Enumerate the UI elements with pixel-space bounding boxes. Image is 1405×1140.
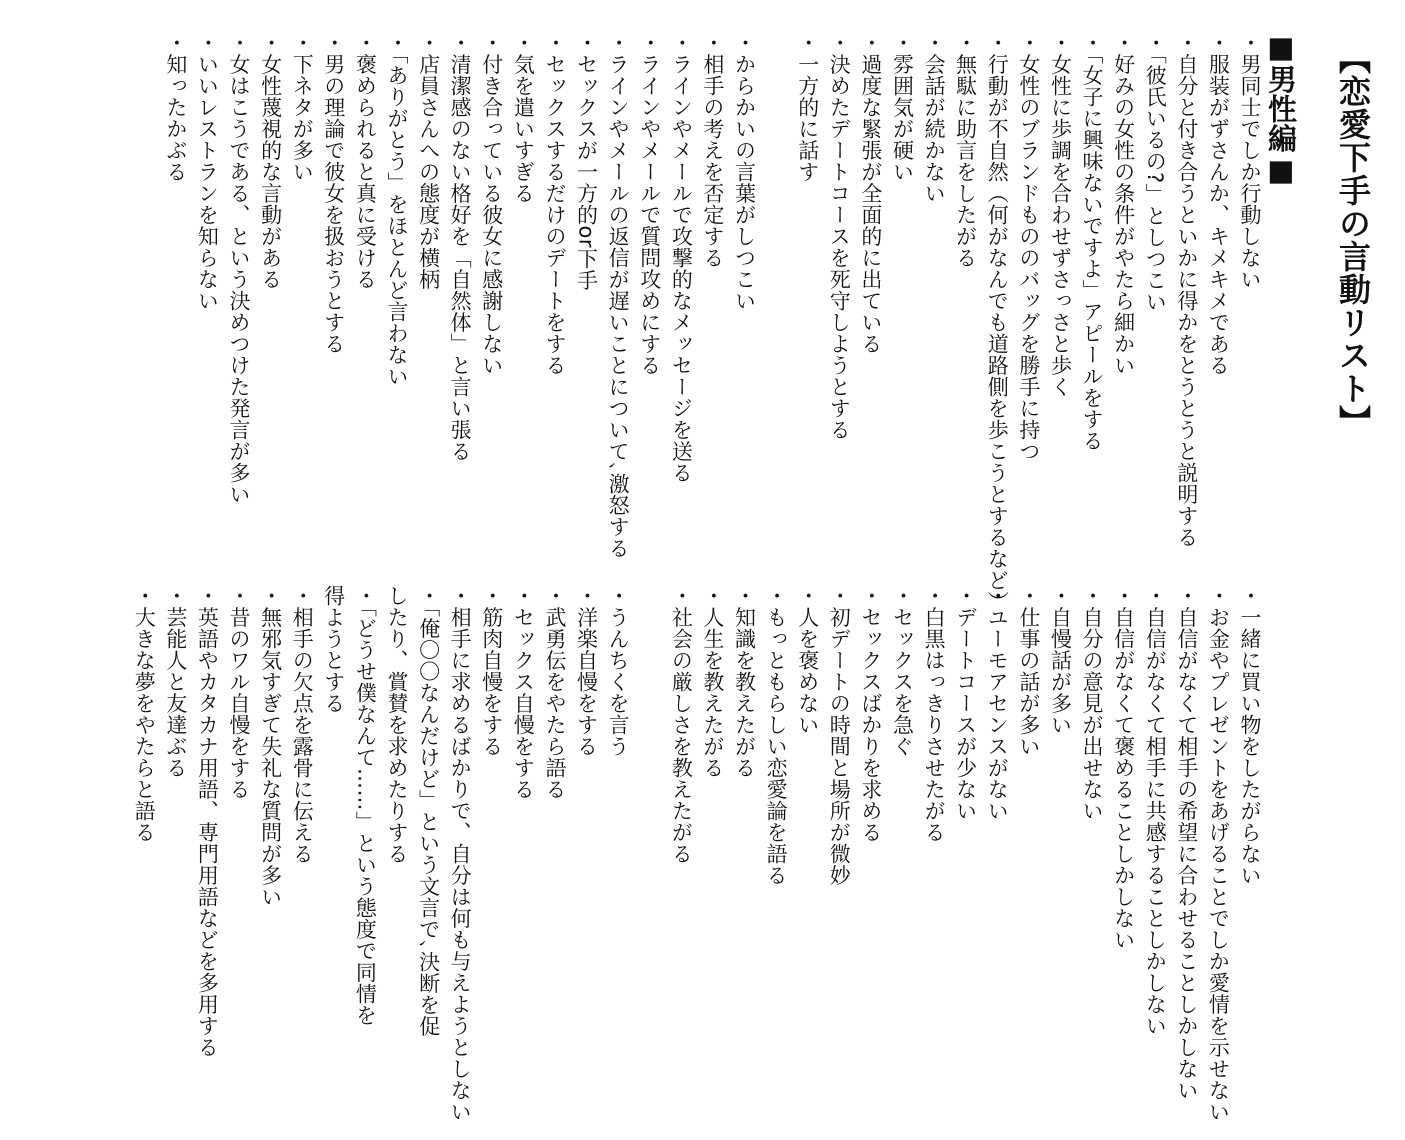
list-item: ・自分の意見が出せない — [1080, 585, 1105, 822]
list-item: ・英語やカタカナ用語、専門用語などを多用する — [195, 585, 220, 1058]
list-item: ・過度な緊張が全面的に出ている — [858, 32, 883, 355]
list-item: ・白黒はっきりさせたがる — [922, 585, 947, 843]
list-item: ・昔のワル自慢をする — [227, 585, 251, 800]
list-item: ・うんちくを言う — [606, 585, 631, 757]
list-item: ・「女子に興味ないですよ」アピールをする — [1080, 32, 1105, 452]
list-item: ・武勇伝をやたら語る — [542, 585, 567, 800]
list-item: ・雰囲気が硬い — [890, 32, 915, 183]
list-item: ・女はこうである、という決めつけた発言が多い — [227, 32, 251, 505]
section-heading: ■男性編■ — [1264, 30, 1298, 188]
list-item: ・からかいの言葉がしつこい — [732, 32, 757, 312]
list-item: ・相手に求めるばかりで、自分は何も与えようとしない — [448, 585, 473, 1123]
list-item: ・いいレストランを知らない — [195, 32, 220, 312]
list-item: ・ユーモアセンスがない — [985, 585, 1010, 822]
list-item: ・女性のブランドもののバッグを勝手に持つ — [1016, 32, 1041, 462]
list-item: ・「ありがとう」をほとんど言わない — [384, 32, 409, 387]
bottom-list — [128, 585, 1265, 1123]
list-item: ・洋楽自慢をする — [574, 585, 599, 757]
list-item: ・下ネタが多い — [290, 32, 315, 183]
top-list — [159, 32, 1265, 613]
list-item: ・ラインやメールで質問攻めにする — [637, 32, 662, 376]
list-item: ・セックスが一方的or下手 — [574, 32, 599, 291]
list-item: ・セックス自慢をする — [511, 585, 536, 800]
list-item: ・女性に歩調を合わせずさっさと歩く — [1048, 32, 1073, 398]
list-item: ・会話が続かない — [922, 32, 947, 204]
list-item: ・ラインやメールで攻撃的なメッセージを送る — [669, 32, 694, 484]
list-item: ・男同士でしか行動しない — [1238, 32, 1262, 290]
list-item: ・社会の厳しさを教えたがる — [669, 585, 694, 865]
list-item: ・付き合っている彼女に感謝しない — [479, 32, 504, 376]
list-item: ・ラインやメールの返信が遅いことについて､激怒する — [606, 32, 631, 559]
list-item: ・褒められると真に受ける — [353, 32, 378, 290]
list-item: ・知識を教えたがる — [732, 585, 757, 779]
list-item: ・筋肉自慢をする — [479, 585, 504, 757]
list-gap — [760, 32, 792, 613]
list-item: ・人を褒めない — [795, 585, 820, 736]
list-item: ・行動が不自然（何がなんでも道路側を歩こうとするなど） — [985, 32, 1010, 613]
list-item: ・大きな夢をやたらと語る — [132, 585, 157, 843]
list-item: ・清潔感のない格好を「自然体」と言い張る — [448, 32, 473, 462]
list-item: ・知ったかぶる — [163, 32, 188, 183]
list-item: ・「彼氏いるの?」としつこい — [1143, 32, 1168, 313]
list-item: ・無邪気すぎて失礼な質問が多い — [258, 585, 283, 908]
list-item: ・自慢話が多い — [1048, 585, 1073, 736]
list-item: ・男の理論で彼女を扱おうとする — [321, 32, 346, 355]
list-item: ・無駄に助言をしたがる — [953, 32, 978, 269]
list-item: ・服装がずさんか、キメキメである — [1206, 32, 1231, 376]
list-item: ・決めたデートコースを死守しようとする — [827, 32, 852, 441]
list-item: ・好みの女性の条件がやたら細かい — [1111, 32, 1136, 376]
list-item: ・女性蔑視的な言動がある — [258, 32, 283, 290]
list-item: ・自信がなくて相手の希望に合わせることしかしない — [1174, 585, 1199, 1101]
list-item: ・相手の考えを否定する — [700, 32, 725, 269]
list-item: ・自信がなくて相手に共感することしかしない — [1143, 585, 1168, 1037]
list-item: ・セックスするだけのデートをする — [542, 32, 567, 376]
list-item: ・一方的に話す — [795, 32, 820, 183]
list-item: ・初デートの時間と場所が微妙 — [827, 585, 852, 886]
list-item: ・気を遣いすぎる — [511, 32, 536, 204]
list-item: ・相手の欠点を露骨に伝える — [290, 585, 315, 865]
list-item: ・お金やプレゼントをあげることでしか愛情を示せない — [1206, 585, 1231, 1123]
list-item: ・セックスを急ぐ — [890, 585, 915, 757]
list-item: ・「俺〇〇なんだけど」という文言で､決断を促したり、賞賛を求めたりする — [384, 585, 441, 1037]
list-gap — [633, 585, 665, 1123]
list-item: ・自分と付き合うといかに得かをとうとうと説明する — [1174, 32, 1199, 548]
list-item: ・仕事の話が多い — [1016, 585, 1041, 757]
list-item: ・セックスばかりを求める — [858, 585, 883, 843]
list-item: ・「どうせ僕なんて……」という態度で同情を得ようとする — [321, 585, 378, 1026]
list-item: ・芸能人と友達ぶる — [163, 585, 188, 779]
list-item: ・デートコースが少ない — [953, 585, 978, 822]
page-title: 【恋愛下手の言動リスト】 — [1334, 42, 1372, 438]
list-item: ・もっともらしい恋愛論を語る — [764, 585, 789, 886]
list-item: ・店員さんへの態度が横柄 — [416, 32, 441, 290]
list-item: ・一緒に買い物をしたがらない — [1238, 585, 1262, 886]
list-item: ・人生を教えたがる — [700, 585, 725, 779]
list-item: ・自信がなくて褒めることしかしない — [1111, 585, 1136, 951]
